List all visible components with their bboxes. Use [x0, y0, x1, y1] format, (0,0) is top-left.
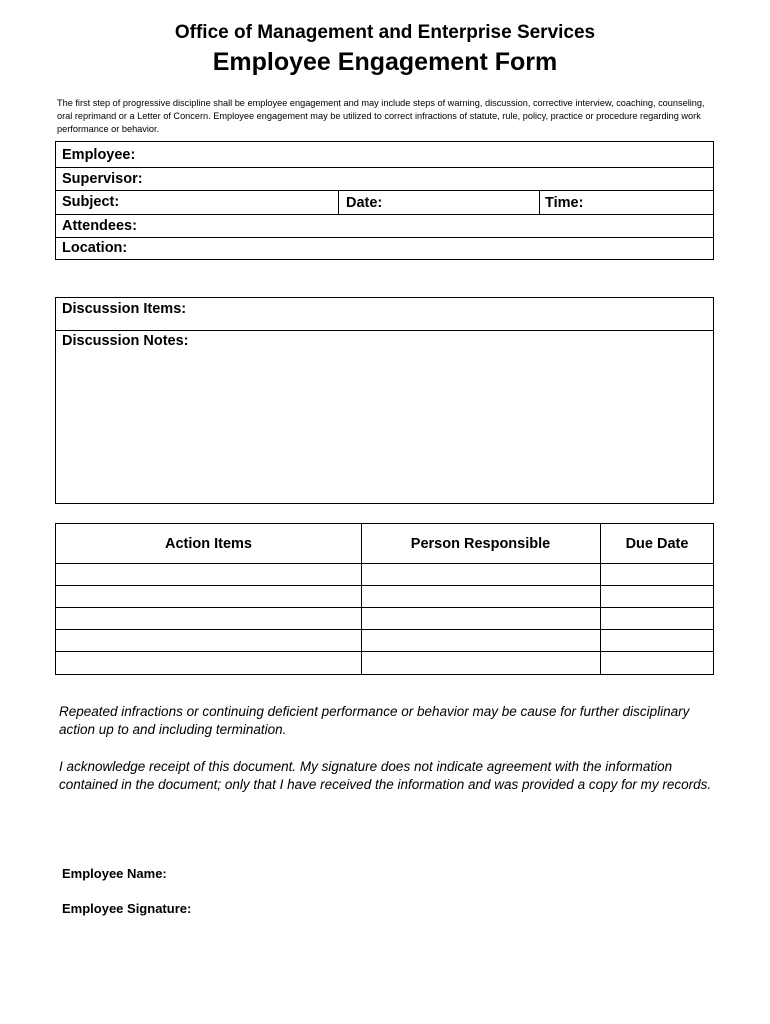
discussion-items-label: Discussion Items:: [62, 301, 187, 317]
intro-paragraph: The first step of progressive discipline shall be employee engagement and may include steps of warning, discussion, corrective interview, coaching, counseling, oral reprimand or a Letter of Concern. Employee engagement may be utilized to correct infractions of statute, rule, policy, practice or procedure regarding work performance or behavior.: [57, 98, 705, 134]
form-title: Employee Engagement Form: [212, 48, 558, 76]
column-header-action-items: Action Items: [164, 536, 252, 552]
column-divider: [600, 524, 601, 674]
discussion-notes-label: Discussion Notes:: [62, 333, 189, 349]
discussion-items-row[interactable]: [56, 298, 713, 331]
divider: [338, 191, 339, 214]
acknowledgement-statement: I acknowledge receipt of this document. My signature does not indicate agreement with the information contained in the document; only that I have received the information and was provided a copy for my records.: [59, 759, 712, 792]
employee-info-box: [55, 141, 714, 260]
table-row[interactable]: [56, 652, 713, 674]
employee-name-label: Employee Name:: [62, 866, 167, 881]
employee-row[interactable]: [56, 142, 713, 168]
date-label: Date:: [346, 195, 383, 211]
table-row[interactable]: [56, 608, 713, 630]
organization-name: Office of Management and Enterprise Services: [174, 22, 596, 43]
subject-date-time-row: [56, 191, 713, 215]
time-label: Time:: [545, 195, 584, 211]
location-row[interactable]: [56, 238, 713, 259]
repeated-infractions-notice: Repeated infractions or continuing deficient performance or behavior may be cause for further disciplinary action up to and including termination.: [59, 704, 690, 737]
column-header-due-date: Due Date: [625, 536, 689, 552]
location-label: Location:: [62, 240, 128, 256]
table-header-row: [56, 524, 713, 564]
discussion-box: [55, 297, 714, 504]
subject-label: Subject:: [62, 194, 120, 210]
employee-label: Employee:: [62, 147, 136, 163]
column-divider: [361, 524, 362, 674]
column-header-person-responsible: Person Responsible: [410, 536, 551, 552]
action-items-table: [55, 523, 714, 675]
table-row[interactable]: [56, 630, 713, 652]
employee-signature-label: Employee Signature:: [62, 901, 192, 916]
divider: [539, 191, 540, 214]
discussion-notes-area[interactable]: [56, 331, 713, 503]
table-row[interactable]: [56, 564, 713, 586]
supervisor-label: Supervisor:: [62, 171, 143, 187]
attendees-label: Attendees:: [62, 218, 137, 234]
table-row[interactable]: [56, 586, 713, 608]
attendees-row[interactable]: [56, 215, 713, 238]
supervisor-row[interactable]: [56, 168, 713, 191]
